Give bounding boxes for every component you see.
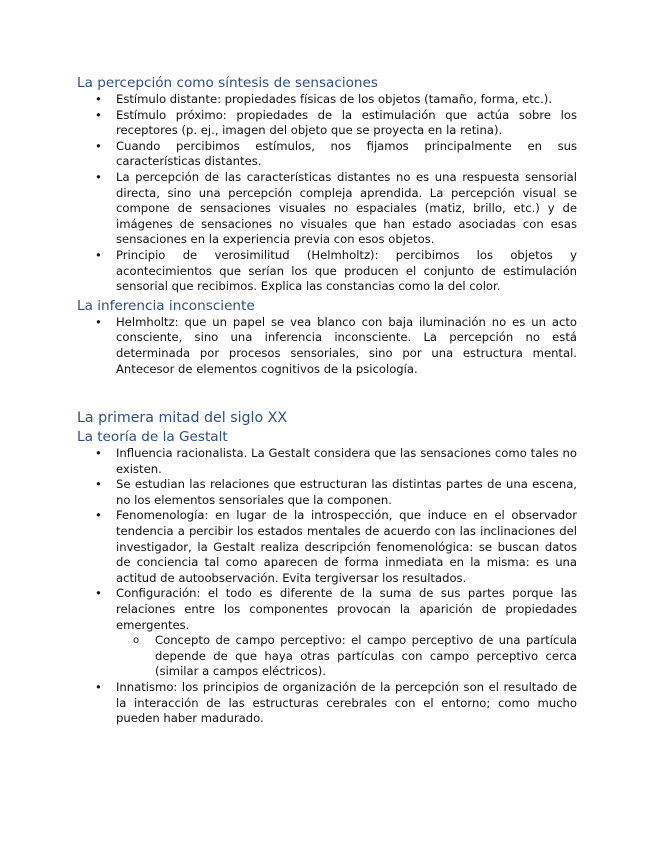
- sub-bullet-icon: o: [133, 635, 140, 647]
- list-item: [77, 680, 577, 727]
- bullet-icon: •: [95, 138, 102, 153]
- bullet-list: [77, 315, 577, 377]
- list-item-text: Principio de verosimilitud (Helmholtz): percibimos los objetos y acontecimientos que serían los que producen el conjunto de estimulación sensorial que recibimos. Explica las constancias como la del color.: [116, 247, 577, 294]
- list-item: [77, 586, 577, 633]
- list-item: [77, 508, 577, 586]
- list-item-text: Fenomenología: en lugar de la introspección, que induce en el observador tendencia a percibir los estados mentales de acuerdo con las inclinaciones del investigador, la Gestalt realiza descripción fenomenológica: se buscan datos de conciencia tal como aparecen de forma inmediata en la misma: es una actitud de autoobservación. Evita tergiversar los resultados.: [116, 508, 577, 585]
- list-item-text: Estímulo distante: propiedades físicas de los objetos (tamaño, forma, etc.).: [116, 92, 553, 106]
- bullet-icon: •: [95, 169, 102, 184]
- bullet-list: [77, 446, 577, 727]
- list-item-text: Innatismo: los principios de organización de la percepción son el resultado de la interacción de las estructuras cerebrales con el entorno; como mucho pueden haber madurado.: [116, 680, 577, 726]
- bullet-icon: •: [95, 92, 102, 106]
- list-item: [77, 477, 577, 508]
- list-item-text: La percepción de las características distantes no es una respuesta sensorial directa, sino una percepción compleja aprendida. La percepción visual se compone de sensaciones visuales no espaciales (matiz, brillo, etc.) y de imágenes de sensaciones no visuales que han estado asociadas con esas sensaciones en la experiencia previa con esos objetos.: [116, 169, 577, 247]
- sub-list-item: [77, 633, 577, 680]
- section-heading: La percepción como síntesis de sensaciones: [77, 75, 378, 91]
- list-item: [77, 248, 577, 295]
- list-item-text: Configuración: el todo es diferente de la suma de sus partes porque las relaciones entre los componentes provocan la aparición de propiedades emergentes.: [116, 586, 577, 632]
- bullet-icon: •: [95, 477, 102, 492]
- section-heading: La inferencia inconsciente: [77, 297, 255, 314]
- bullet-icon: •: [95, 680, 102, 694]
- sub-list-item-text: Concepto de campo perceptivo: el campo perceptivo de una partícula depende de que haya otras partículas con campo perceptivo cerca (similar a campos eléctricos).: [155, 633, 577, 679]
- bullet-icon: •: [95, 586, 102, 601]
- section-heading: La teoría de la Gestalt: [77, 429, 228, 446]
- bullet-icon: •: [95, 508, 102, 523]
- document-page: [77, 74, 577, 727]
- list-item: [77, 315, 577, 377]
- list-item: [77, 108, 577, 139]
- list-item-text: Cuando percibimos estímulos, nos fijamos principalmente en sus características distantes.: [116, 138, 577, 169]
- list-item-text: Influencia racionalista. La Gestalt considera que las sensaciones como tales no existen.: [116, 446, 577, 476]
- list-item-text: Helmholtz: que un papel se vea blanco con baja iluminación no es un acto consciente, sino una inferencia inconsciente. La percepción no está determinada por procesos sensoriales, sino por una estructura mental. Antecesor de elementos cognitivos de la psicología.: [116, 314, 577, 376]
- list-item: [77, 139, 577, 170]
- list-item: [77, 170, 577, 248]
- bullet-icon: •: [95, 107, 102, 122]
- chapter-title: La primera mitad del siglo XX: [77, 410, 288, 427]
- bullet-list: [77, 92, 577, 295]
- list-item: [77, 92, 577, 108]
- list-item-text: Estímulo próximo: propiedades de la estimulación que actúa sobre los receptores (p. ej., imagen del objeto que se proyecta en la retina).: [116, 107, 577, 138]
- list-item: [77, 446, 577, 477]
- bullet-icon: •: [95, 446, 102, 461]
- bullet-icon: •: [95, 314, 102, 329]
- bullet-icon: •: [95, 247, 102, 262]
- list-item-text: Se estudian las relaciones que estructuran las distintas partes de una escena, no los elementos sensoriales que la componen.: [116, 477, 577, 507]
